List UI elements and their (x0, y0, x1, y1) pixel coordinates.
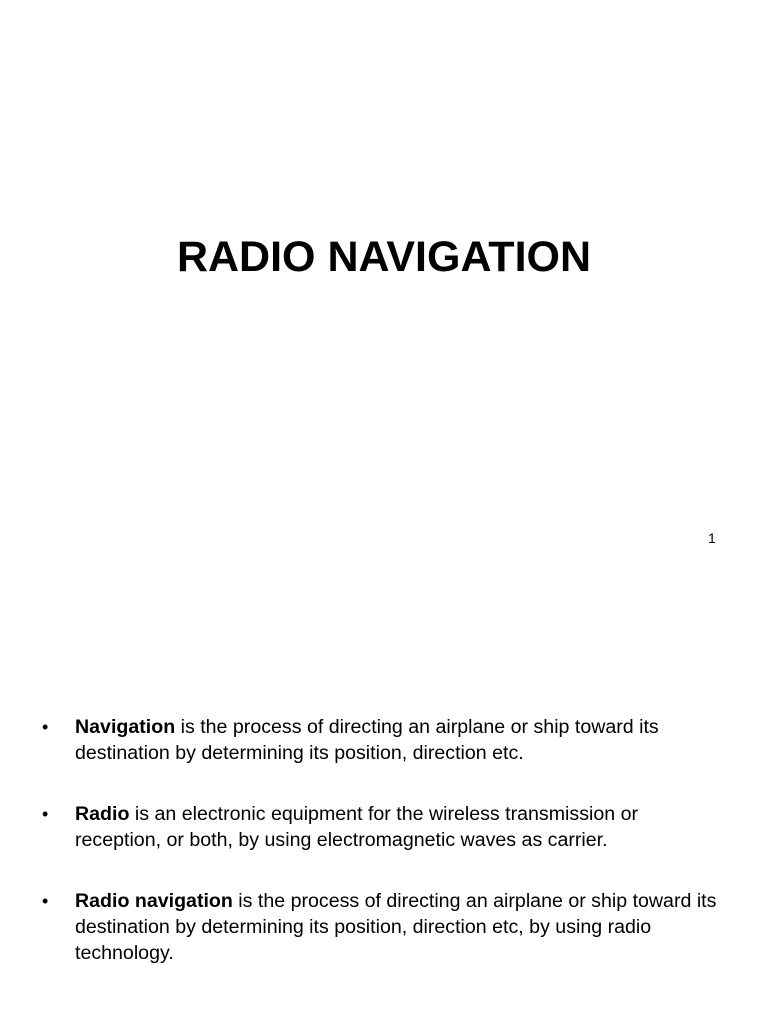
term-navigation: Navigation (75, 716, 176, 738)
definition-radio: is an electronic equipment for the wireless transmission or reception, or both, by using electromagnetic waves as carrier. (75, 803, 639, 851)
bullet-icon: • (42, 804, 49, 824)
term-radio-navigation: Radio navigation (75, 890, 233, 912)
bullet-icon: • (42, 891, 49, 911)
bullet-radio-navigation (0, 888, 768, 966)
bullet-radio (0, 801, 768, 853)
definition-list (0, 714, 768, 1001)
term-radio: Radio (75, 803, 130, 825)
definition-navigation: is the process of directing an airplane or ship toward its destination by determining its position, direction etc. (75, 716, 659, 764)
bullet-icon: • (42, 717, 49, 737)
definition-radio-navigation: is the process of directing an airplane or ship toward its destination by determining its position, direction etc, by using radio technology. (75, 890, 717, 964)
slide-title: RADIO NAVIGATION (176, 233, 592, 281)
page-number: 1 (708, 530, 716, 546)
bullet-navigation (0, 714, 768, 766)
